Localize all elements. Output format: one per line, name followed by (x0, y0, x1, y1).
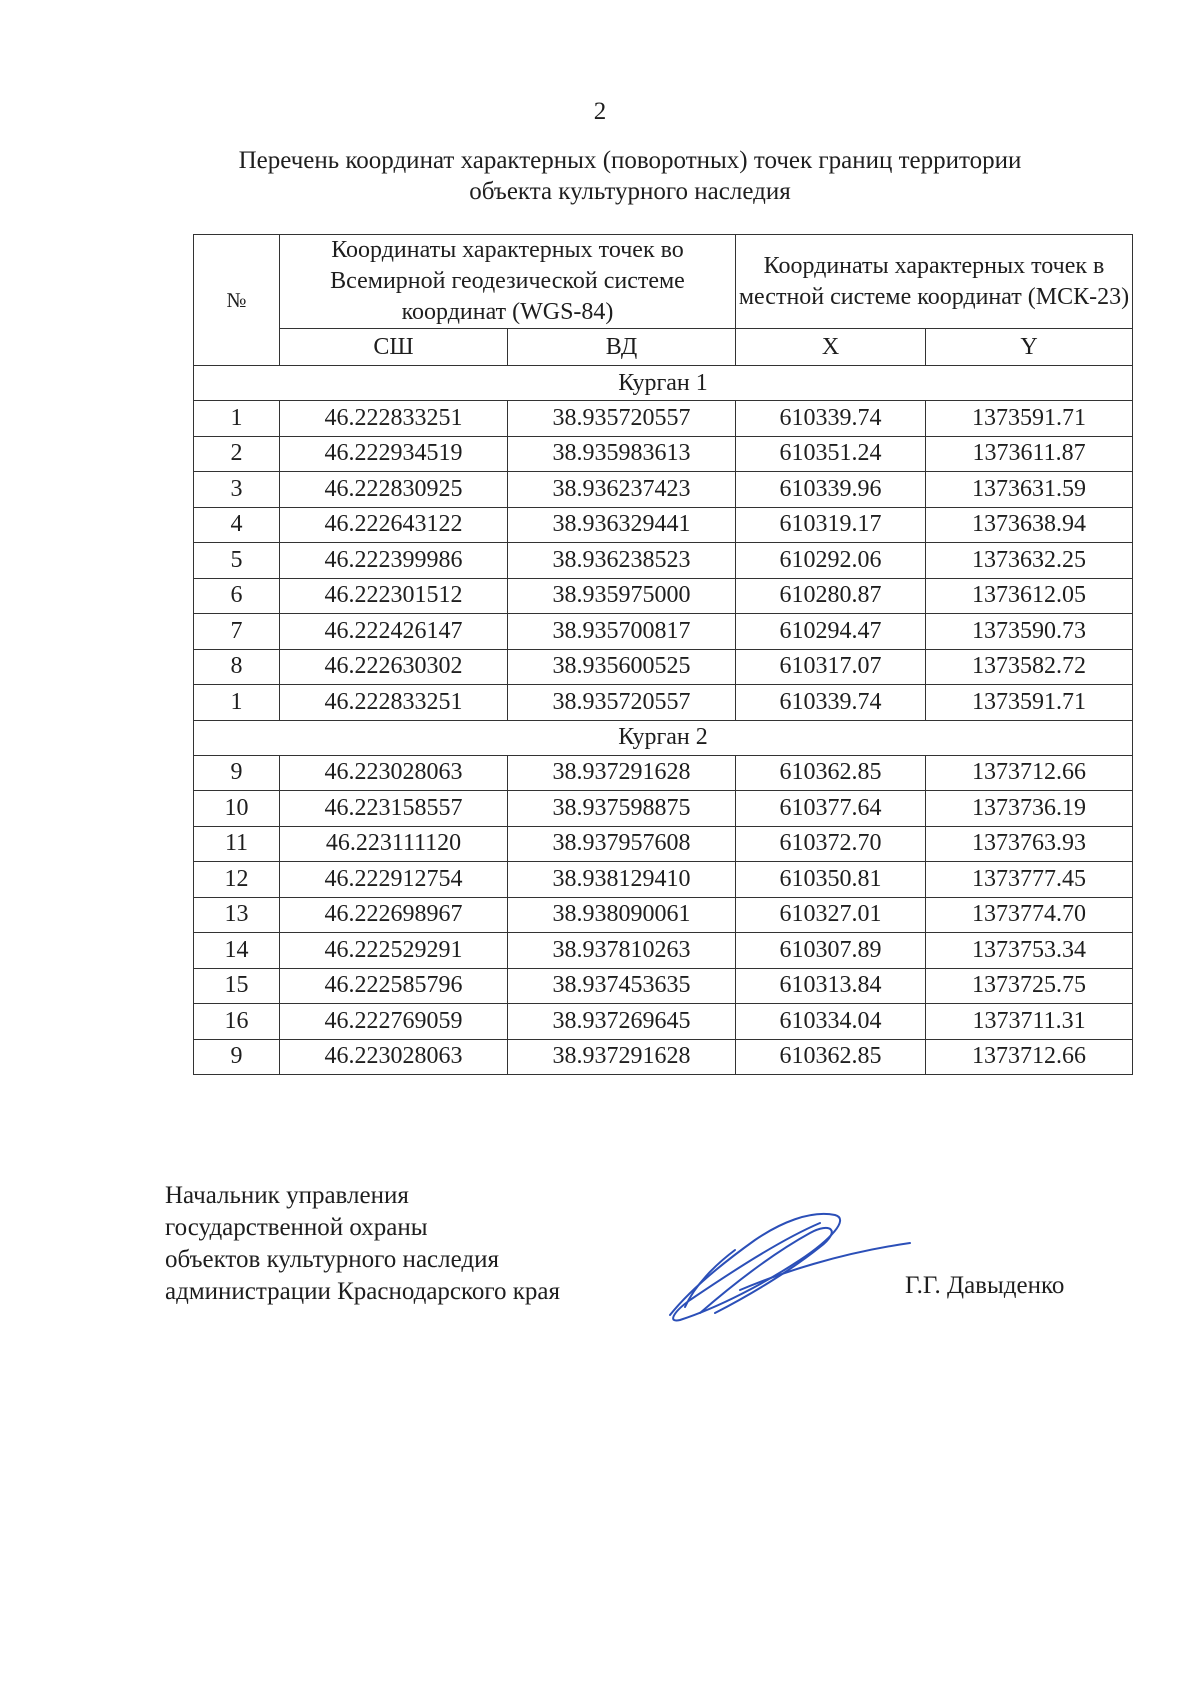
longitude-cell: 38.937598875 (508, 791, 736, 827)
table-body (194, 366, 1133, 1075)
x-coordinate-cell: 610377.64 (736, 791, 926, 827)
table-row (194, 543, 1133, 579)
point-number-cell: 15 (194, 968, 280, 1004)
signer-position-line: объектов культурного наследия (165, 1246, 499, 1273)
longitude-cell: 38.937291628 (508, 1039, 736, 1075)
y-coordinate-cell: 1373777.45 (926, 862, 1133, 898)
table-row (194, 897, 1133, 933)
point-number-cell: 3 (194, 472, 280, 508)
longitude-cell: 38.937291628 (508, 755, 736, 791)
section-title: Курган 2 (194, 720, 1133, 755)
latitude-cell: 46.222399986 (280, 543, 508, 579)
y-coordinate-cell: 1373711.31 (926, 1004, 1133, 1040)
latitude-cell: 46.222830925 (280, 472, 508, 508)
x-coordinate-cell: 610319.17 (736, 507, 926, 543)
header-wgs84-group: Координаты характерных точек во Всемирной геодезической системе координат (WGS-84) (280, 235, 736, 329)
y-coordinate-cell: 1373591.71 (926, 401, 1133, 437)
point-number-cell: 11 (194, 826, 280, 862)
latitude-cell: 46.222912754 (280, 862, 508, 898)
longitude-cell: 38.938129410 (508, 862, 736, 898)
x-coordinate-cell: 610327.01 (736, 897, 926, 933)
longitude-cell: 38.936238523 (508, 543, 736, 579)
header-number: № (194, 235, 280, 366)
point-number-cell: 7 (194, 614, 280, 650)
table-row (194, 578, 1133, 614)
handwritten-signature (660, 1195, 920, 1325)
table-row (194, 862, 1133, 898)
longitude-cell: 38.936329441 (508, 507, 736, 543)
latitude-cell: 46.222934519 (280, 436, 508, 472)
table-row (194, 436, 1133, 472)
y-coordinate-cell: 1373753.34 (926, 933, 1133, 969)
longitude-cell: 38.937810263 (508, 933, 736, 969)
y-coordinate-cell: 1373763.93 (926, 826, 1133, 862)
y-coordinate-cell: 1373590.73 (926, 614, 1133, 650)
point-number-cell: 13 (194, 897, 280, 933)
signer-position-line: Начальник управления (165, 1182, 409, 1209)
y-coordinate-cell: 1373712.66 (926, 755, 1133, 791)
latitude-cell: 46.222833251 (280, 685, 508, 721)
point-number-cell: 1 (194, 685, 280, 721)
latitude-cell: 46.222698967 (280, 897, 508, 933)
y-coordinate-cell: 1373774.70 (926, 897, 1133, 933)
table-row (194, 401, 1133, 437)
longitude-cell: 38.936237423 (508, 472, 736, 508)
x-coordinate-cell: 610339.74 (736, 401, 926, 437)
latitude-cell: 46.222585796 (280, 968, 508, 1004)
x-coordinate-cell: 610350.81 (736, 862, 926, 898)
latitude-cell: 46.222643122 (280, 507, 508, 543)
longitude-cell: 38.935975000 (508, 578, 736, 614)
table-row (194, 507, 1133, 543)
latitude-cell: 46.222630302 (280, 649, 508, 685)
y-coordinate-cell: 1373612.05 (926, 578, 1133, 614)
latitude-cell: 46.222529291 (280, 933, 508, 969)
x-coordinate-cell: 610294.47 (736, 614, 926, 650)
header-latitude: СШ (280, 329, 508, 366)
signer-position-line: администрации Краснодарского края (165, 1278, 561, 1305)
signer-position (165, 1180, 560, 1308)
table-row (194, 649, 1133, 685)
table-row (194, 1039, 1133, 1075)
latitude-cell: 46.222426147 (280, 614, 508, 650)
longitude-cell: 38.935700817 (508, 614, 736, 650)
longitude-cell: 38.937269645 (508, 1004, 736, 1040)
y-coordinate-cell: 1373638.94 (926, 507, 1133, 543)
y-coordinate-cell: 1373632.25 (926, 543, 1133, 579)
coordinates-table (193, 234, 1133, 1075)
longitude-cell: 38.935720557 (508, 401, 736, 437)
document-title-line-2: объекта культурного наследия (469, 178, 791, 205)
point-number-cell: 5 (194, 543, 280, 579)
x-coordinate-cell: 610339.74 (736, 685, 926, 721)
point-number-cell: 9 (194, 755, 280, 791)
signer-name: Г.Г. Давыденко (905, 1272, 1065, 1299)
signer-position-line: государственной охраны (165, 1214, 428, 1241)
section-title: Курган 1 (194, 366, 1133, 401)
header-longitude: ВД (508, 329, 736, 366)
x-coordinate-cell: 610351.24 (736, 436, 926, 472)
y-coordinate-cell: 1373591.71 (926, 685, 1133, 721)
x-coordinate-cell: 610362.85 (736, 1039, 926, 1075)
latitude-cell: 46.223028063 (280, 755, 508, 791)
header-msk23-group: Координаты характерных точек в местной системе координат (МСК-23) (736, 235, 1133, 329)
table-row (194, 826, 1133, 862)
latitude-cell: 46.222769059 (280, 1004, 508, 1040)
point-number-cell: 6 (194, 578, 280, 614)
point-number-cell: 1 (194, 401, 280, 437)
x-coordinate-cell: 610317.07 (736, 649, 926, 685)
table-row (194, 1004, 1133, 1040)
table-row (194, 614, 1133, 650)
table-row (194, 933, 1133, 969)
x-coordinate-cell: 610362.85 (736, 755, 926, 791)
point-number-cell: 12 (194, 862, 280, 898)
table-row (194, 755, 1133, 791)
latitude-cell: 46.222833251 (280, 401, 508, 437)
latitude-cell: 46.223028063 (280, 1039, 508, 1075)
header-x: X (736, 329, 926, 366)
table-row (194, 685, 1133, 721)
y-coordinate-cell: 1373611.87 (926, 436, 1133, 472)
point-number-cell: 14 (194, 933, 280, 969)
header-y: Y (926, 329, 1133, 366)
x-coordinate-cell: 610372.70 (736, 826, 926, 862)
latitude-cell: 46.223111120 (280, 826, 508, 862)
longitude-cell: 38.937453635 (508, 968, 736, 1004)
y-coordinate-cell: 1373736.19 (926, 791, 1133, 827)
longitude-cell: 38.938090061 (508, 897, 736, 933)
longitude-cell: 38.935600525 (508, 649, 736, 685)
longitude-cell: 38.935720557 (508, 685, 736, 721)
point-number-cell: 9 (194, 1039, 280, 1075)
y-coordinate-cell: 1373582.72 (926, 649, 1133, 685)
longitude-cell: 38.935983613 (508, 436, 736, 472)
x-coordinate-cell: 610280.87 (736, 578, 926, 614)
section-row (194, 366, 1133, 401)
latitude-cell: 46.223158557 (280, 791, 508, 827)
page-number: 2 (593, 98, 607, 125)
x-coordinate-cell: 610313.84 (736, 968, 926, 1004)
table-row (194, 968, 1133, 1004)
latitude-cell: 46.222301512 (280, 578, 508, 614)
x-coordinate-cell: 610334.04 (736, 1004, 926, 1040)
x-coordinate-cell: 610339.96 (736, 472, 926, 508)
table-row (194, 791, 1133, 827)
point-number-cell: 16 (194, 1004, 280, 1040)
y-coordinate-cell: 1373725.75 (926, 968, 1133, 1004)
point-number-cell: 10 (194, 791, 280, 827)
longitude-cell: 38.937957608 (508, 826, 736, 862)
point-number-cell: 4 (194, 507, 280, 543)
point-number-cell: 8 (194, 649, 280, 685)
y-coordinate-cell: 1373712.66 (926, 1039, 1133, 1075)
x-coordinate-cell: 610292.06 (736, 543, 926, 579)
x-coordinate-cell: 610307.89 (736, 933, 926, 969)
table-row (194, 472, 1133, 508)
y-coordinate-cell: 1373631.59 (926, 472, 1133, 508)
document-title (150, 145, 1110, 207)
point-number-cell: 2 (194, 436, 280, 472)
document-title-line-1: Перечень координат характерных (поворотных) точек границ территории (238, 147, 1022, 174)
section-row (194, 720, 1133, 755)
